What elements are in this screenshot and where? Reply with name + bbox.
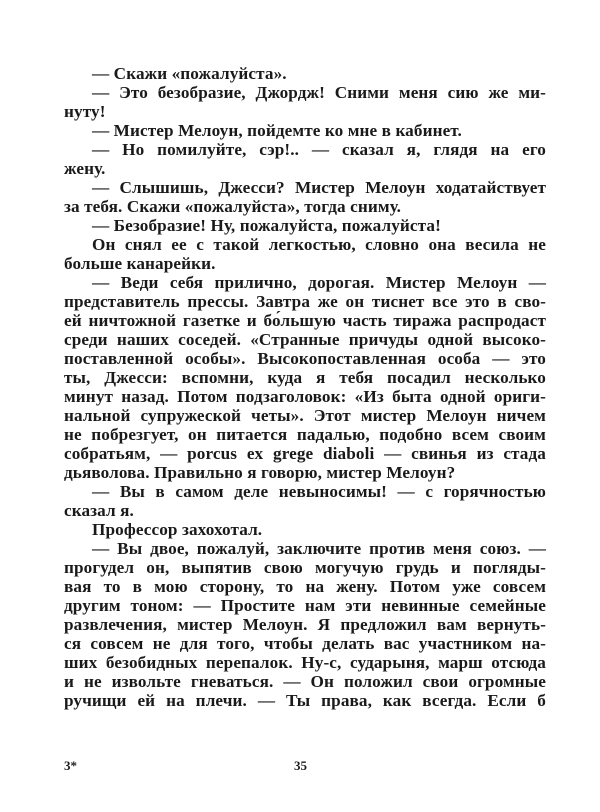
- signature-mark: 3*: [64, 758, 77, 773]
- text-line: развлечения, мистер Мелоун. Я предложил вам вернуть-: [64, 615, 546, 634]
- text-line: поставленной особы». Высокопоставленная особа — это: [64, 349, 546, 368]
- text-line: — Вы в самом деле невыносимы! — с горячностью: [92, 482, 546, 501]
- text-line: среди наших соседей. «Странные причуды одной высоко-: [64, 330, 546, 349]
- page-footer: [64, 758, 546, 778]
- page-number: 35: [294, 758, 307, 773]
- text-line: — Слышишь, Джесси? Мистер Мелоун ходатайствует: [92, 178, 546, 197]
- text-line: — Вы двое, пожалуй, заключите против меня союз. —: [92, 539, 546, 558]
- text-line: прогудел он, выпятив свою могучую грудь и погляды-: [64, 558, 546, 577]
- text-line: собратьям, — porcus ex grege diaboli — свинья из стада: [64, 444, 546, 463]
- text-line: — Но помилуйте, сэр!.. — сказал я, глядя на его: [92, 140, 546, 159]
- text-line: ты, Джесси: вспомни, куда я тебя посадил несколько: [64, 368, 546, 387]
- text-line: не побрезгует, он питается падалью, подобно всем своим: [64, 425, 546, 444]
- text-line: Он снял ее с такой легкостью, словно она весила не: [92, 235, 546, 254]
- text-line: сказал я.: [64, 501, 134, 520]
- text-line: — Мистер Мелоун, пойдемте ко мне в кабинет.: [92, 121, 462, 140]
- text-line: нальной супружеской четы». Этот мистер Мелоун ничем: [64, 406, 546, 425]
- text-line: — Веди себя прилично, дорогая. Мистер Мелоун —: [92, 273, 546, 292]
- text-line: — Скажи «пожалуйста».: [92, 64, 287, 83]
- text-line: — Это безобразие, Джордж! Сними меня сию же ми-: [92, 83, 546, 102]
- text-line: ших безобидных перепалок. Ну-с, сударыня, марш отсюда: [64, 653, 546, 672]
- text-line: вая то в мою сторону, то на жену. Потом уже совсем: [64, 577, 546, 596]
- text-line: больше канарейки.: [64, 254, 216, 273]
- text-line: жену.: [64, 159, 106, 178]
- text-line: другим тоном: — Простите нам эти невинные семейные: [64, 596, 546, 615]
- text-line: ей ничтожной газетке и бо́льшую часть тиража распродаст: [64, 311, 546, 330]
- text-line: ручищи ей на плечи. — Ты права, как всегда. Если б: [64, 691, 546, 710]
- text-line: — Безобразие! Ну, пожалуйста, пожалуйста!: [92, 216, 441, 235]
- text-line: дьяволова. Правильно я говорю, мистер Мелоун?: [64, 463, 456, 482]
- text-line: минут назад. Потом подзаголовок: «Из быта одной ориги-: [64, 387, 546, 406]
- page-body: [64, 64, 546, 710]
- text-line: за тебя. Скажи «пожалуйста», тогда сниму.: [64, 197, 402, 216]
- text-line: ся совсем не для того, чтобы делать вас участником на-: [64, 634, 546, 653]
- text-line: Профессор захохотал.: [92, 520, 263, 539]
- text-line: нуту!: [64, 102, 106, 121]
- text-line: представитель прессы. Завтра же он тиснет все это в сво-: [64, 292, 546, 311]
- text-line: и не извольте гневаться. — Он положил свои огромные: [64, 672, 546, 691]
